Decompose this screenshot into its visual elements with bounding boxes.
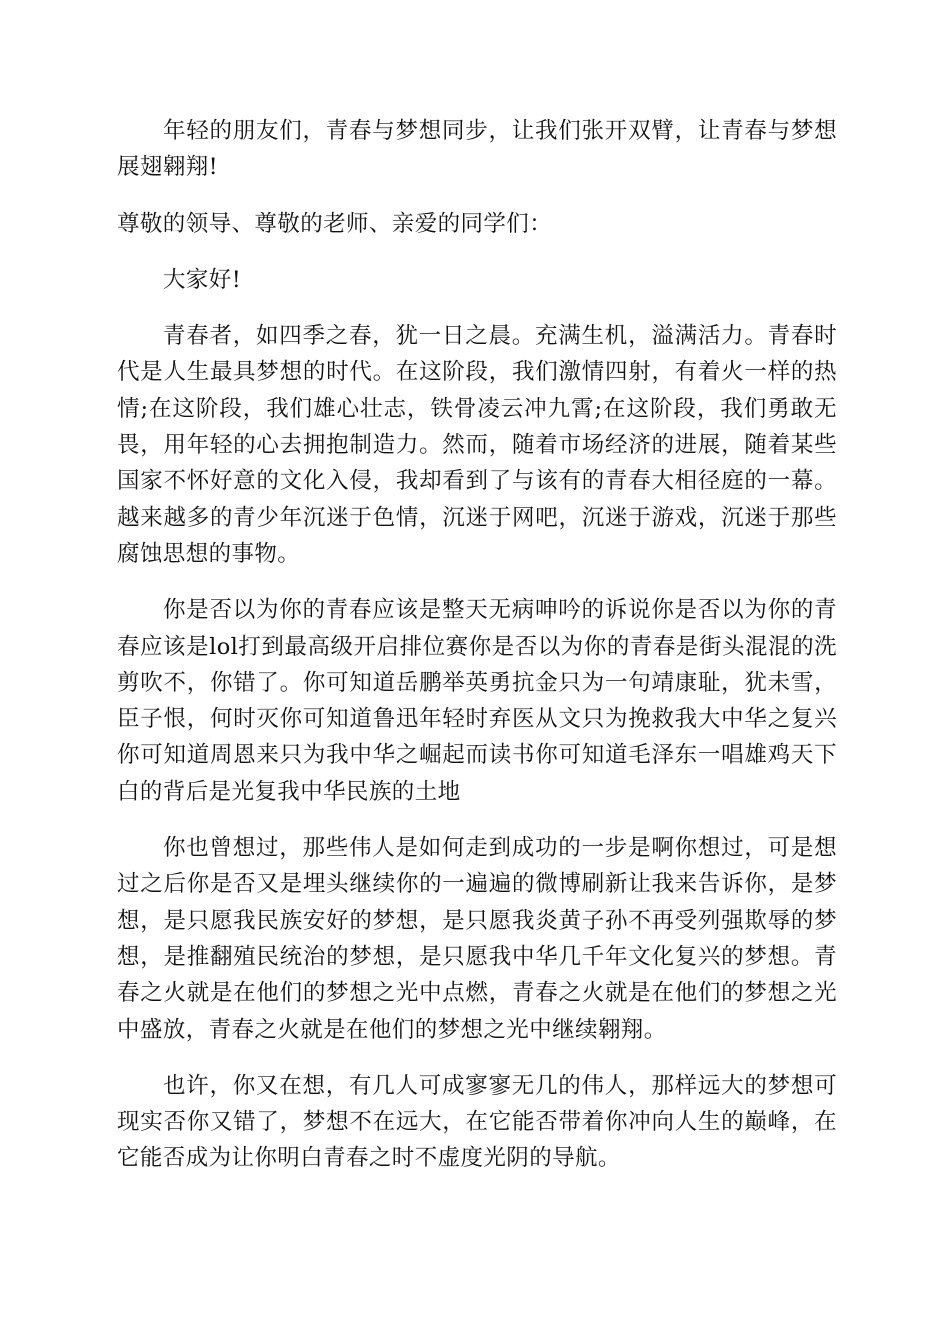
paragraph-youth-intro: 青春者，如四季之春，犹一日之晨。充满生机，溢满活力。青春时代是人生最具梦想的时代。在这阶段，我们激情四射，有着火一样的热情;在这阶段，我们雄心壮志，铁骨凌云冲九霄;在这阶段，我们勇敢无畏，用年轻的心去拥抱制造力。然而，随着市场经济的进展，随着某些国家不怀好意的文化入侵，我却看到了与该有的青春大相径庭的一幕。越来越多的青少年沉迷于色情，沉迷于网吧，沉迷于游戏，沉迷于那些腐蚀思想的事物。 (117, 323, 837, 567)
document-body (117, 113, 837, 1197)
paragraph-great-figures: 你也曾想过，那些伟人是如何走到成功的一步是啊你想过，可是想过之后你是否又是埋头继续你的一遍遍的微博刷新让我来告诉你，是梦想，是只愿我民族安好的梦想，是只愿我炎黄子孙不再受列强欺辱的梦想，是推翻殖民统治的梦想，是只愿我中华几千年文化复兴的梦想。青春之火就是在他们的梦想之光中点燃，青春之火就是在他们的梦想之光中盛放，青春之火就是在他们的梦想之光中继续翱翔。 (117, 835, 837, 1043)
paragraph-closing-line: 年轻的朋友们，青春与梦想同步，让我们张开双臂，让青春与梦想展翅翱翔! (117, 118, 837, 181)
paragraph-salutation: 尊敬的领导、尊敬的老师、亲爱的同学们： (117, 210, 553, 237)
paragraph-dream-guidance: 也许，你又在想，有几人可成寥寥无几的伟人，那样远大的梦想可现实否你又错了，梦想不在远大，在它能否带着你冲向人生的巅峰，在它能否成为让你明白青春之时不虚度光阴的导航。 (117, 1072, 837, 1172)
paragraph-greeting: 大家好! (163, 266, 242, 293)
paragraph-questions: 你是否以为你的青春应该是整天无病呻吟的诉说你是否以为你的青春应该是lol打到最高级开启排位赛你是否以为你的青春是街头混混的洗剪吹不，你错了。你可知道岳鹏举英勇抗金只为一句靖康耻，犹未雪，臣子恨，何时灭你可知道鲁迅年轻时弃医从文只为挽救我大中华之复兴你可知道周恩来只为我中华之崛起而读书你可知道毛泽东一唱雄鸡天下白的背后是光复我中华民族的土地 (117, 597, 837, 805)
